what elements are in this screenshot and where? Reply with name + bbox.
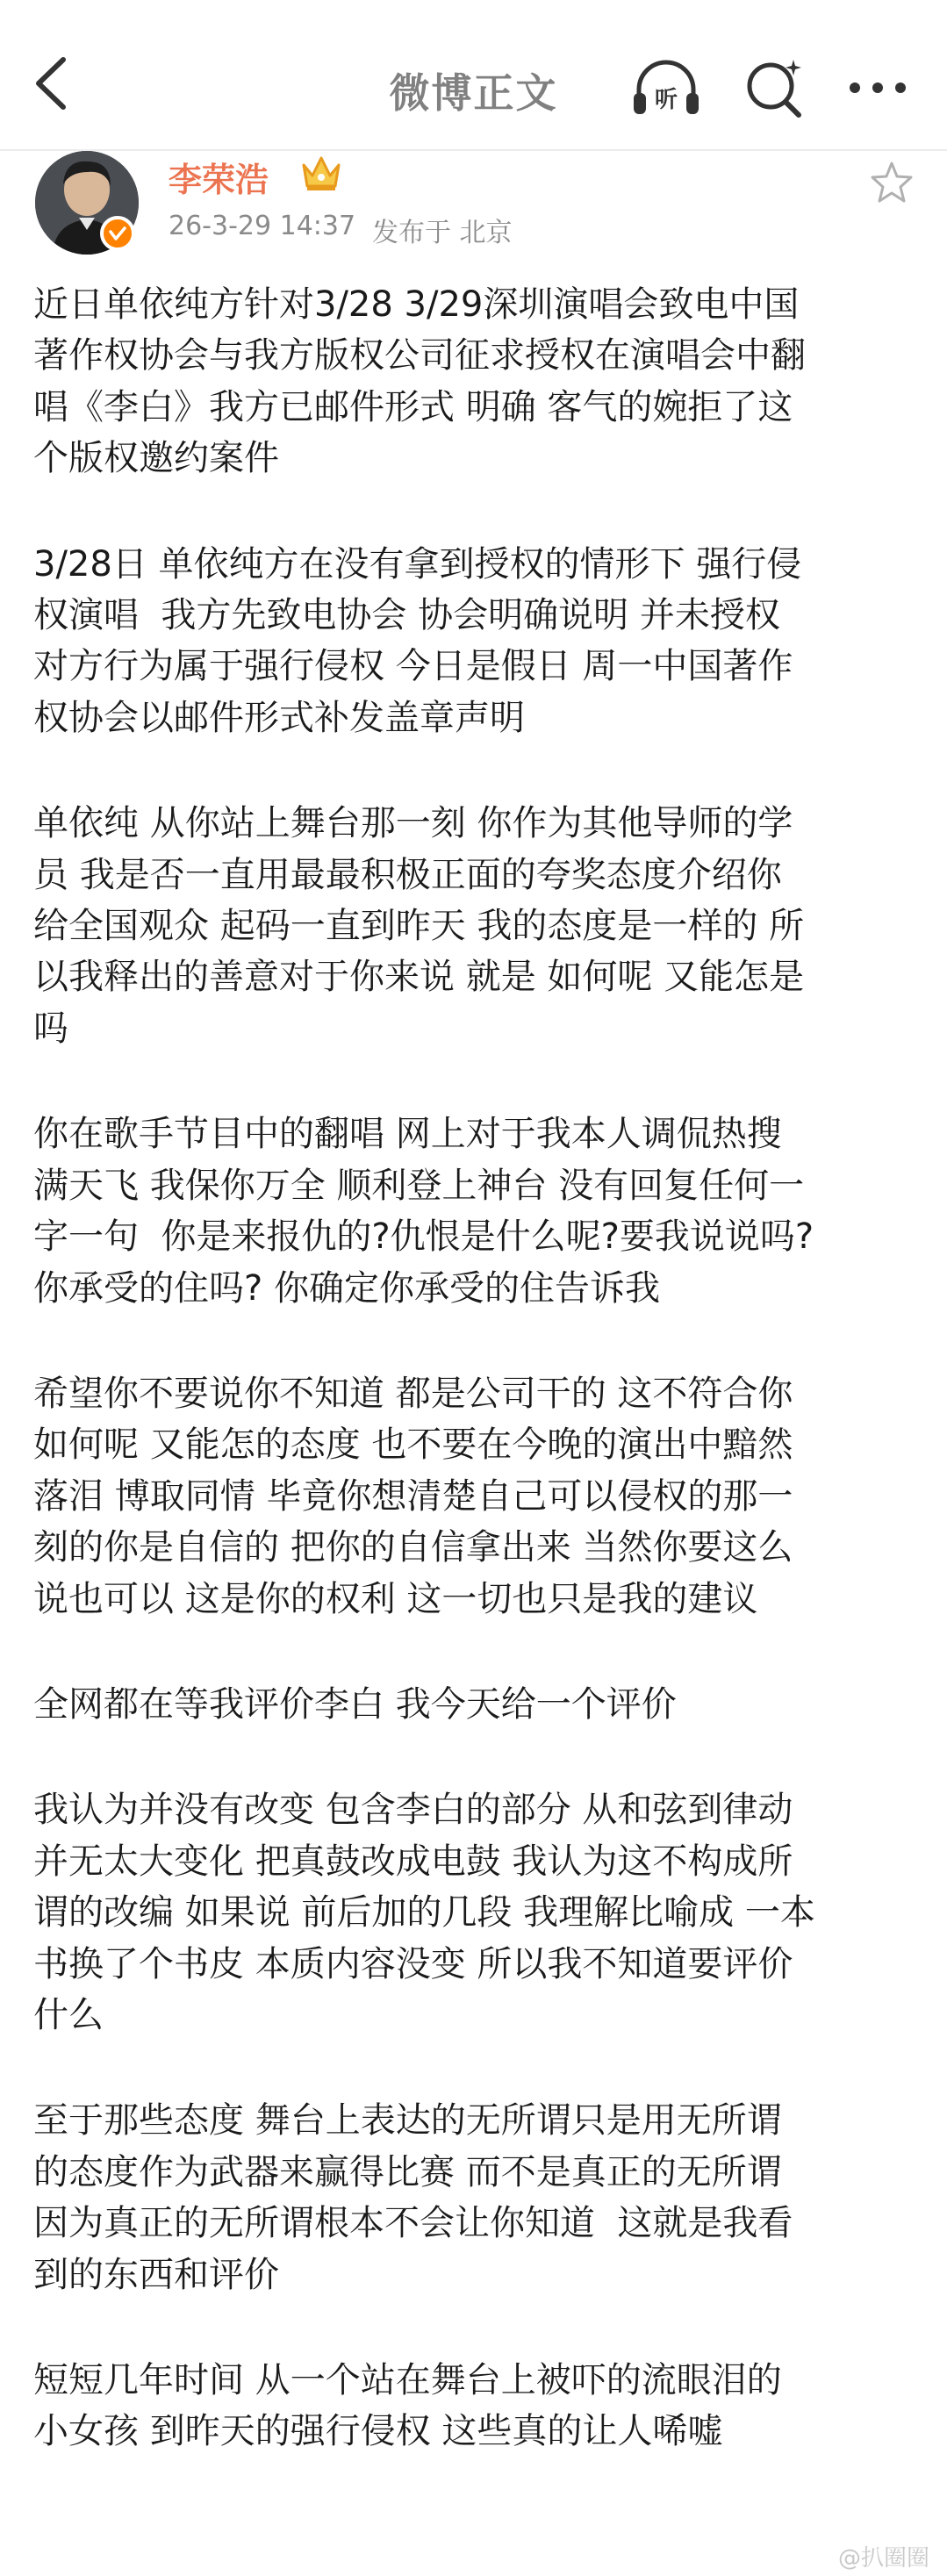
post-paragraph: 短短几年时间 从一个站在舞台上被吓的流眼泪的 小女孩 到昨天的强行侵权 这些真的让人唏嘘 <box>33 2360 782 2452</box>
page-title: 微博正文 <box>389 69 558 117</box>
verified-badge <box>100 216 135 251</box>
top-nav-bar <box>0 0 947 151</box>
watermark: @扒圈圈 <box>837 2545 929 2572</box>
post-time: 26-3-29 14:37 <box>169 211 356 241</box>
search-button[interactable] <box>741 54 807 121</box>
post-content <box>33 279 920 2512</box>
verified-icon <box>104 219 132 248</box>
crown-icon[interactable] <box>298 153 344 193</box>
post-paragraph: 你在歌手节目中的翻唱 网上对于我本人调侃热搜 满天飞 我保你万全 顺利登上神台 没有回复任何一 字一句 你是来报仇的?仇恨是什么呢?要我说说吗? 你承受的住吗? 你确定你承受的住告诉我 <box>33 1114 814 1309</box>
more-icon <box>843 61 913 114</box>
post-paragraph: 至于那些态度 舞台上表达的无所谓只是用无所谓 的态度作为武器来赢得比赛 而不是真正的无所谓 因为真正的无所谓根本不会让你知道 这就是我看 到的东西和评价 <box>33 2100 793 2295</box>
post-paragraph: 3/28日 单依纯方在没有拿到授权的情形下 强行侵 权演唱 我方先致电协会 协会明确说明 并未授权 对方行为属于强行侵权 今日是假日 周一中国著作 权协会以邮件形式补发盖章声明 <box>33 543 802 738</box>
listen-button[interactable] <box>630 54 702 121</box>
post-paragraph: 近日单依纯方针对3/28 3/29深圳演唱会致电中国 著作权协会与我方版权公司征求授权在演唱会中翻 唱《李白》我方已邮件形式 明确 客气的婉拒了这 个版权邀约案件 <box>33 284 806 479</box>
more-options-button[interactable] <box>843 61 913 114</box>
listen-icon <box>630 54 702 121</box>
star-icon <box>867 158 916 207</box>
post-paragraph: 全网都在等我评价李白 我今天给一个评价 <box>33 1683 677 1725</box>
search-icon <box>741 54 807 121</box>
post-location: 发布于 北京 <box>372 218 513 248</box>
author-name[interactable]: 李荣浩 <box>169 161 269 199</box>
post-paragraph: 我认为并没有改变 包含李白的部分 从和弦到律动 并无太大变化 把真鼓改成电鼓 我认为这不构成所 谓的改编 如果说 前后加的几段 我理解比喻成 一本 书换了个书皮 本质内容没变 所以我不知道要评价 什么 <box>33 1790 815 2035</box>
post-paragraph: 单依纯 从你站上舞台那一刻 你作为其他导师的学 员 我是否一直用最最积极正面的夸奖态度介绍你 给全国观众 起码一直到昨天 我的态度是一样的 所 以我释出的善意对于你来说 就是 如何呢 又能怎是 吗 <box>33 803 805 1049</box>
post-paragraph: 希望你不要说你不知道 都是公司干的 这不符合你 如何呢 又能怎的态度 也不要在今晚的演出中黯然 落泪 博取同情 毕竟你想清楚自己可以侵权的那一 刻的你是自信的 把你的自信拿出来 当然你要这么 说也可以 这是你的权利 这一切也只是我的建议 <box>33 1373 793 1619</box>
listen-label: 听 <box>654 87 678 113</box>
favorite-button[interactable] <box>867 158 916 207</box>
